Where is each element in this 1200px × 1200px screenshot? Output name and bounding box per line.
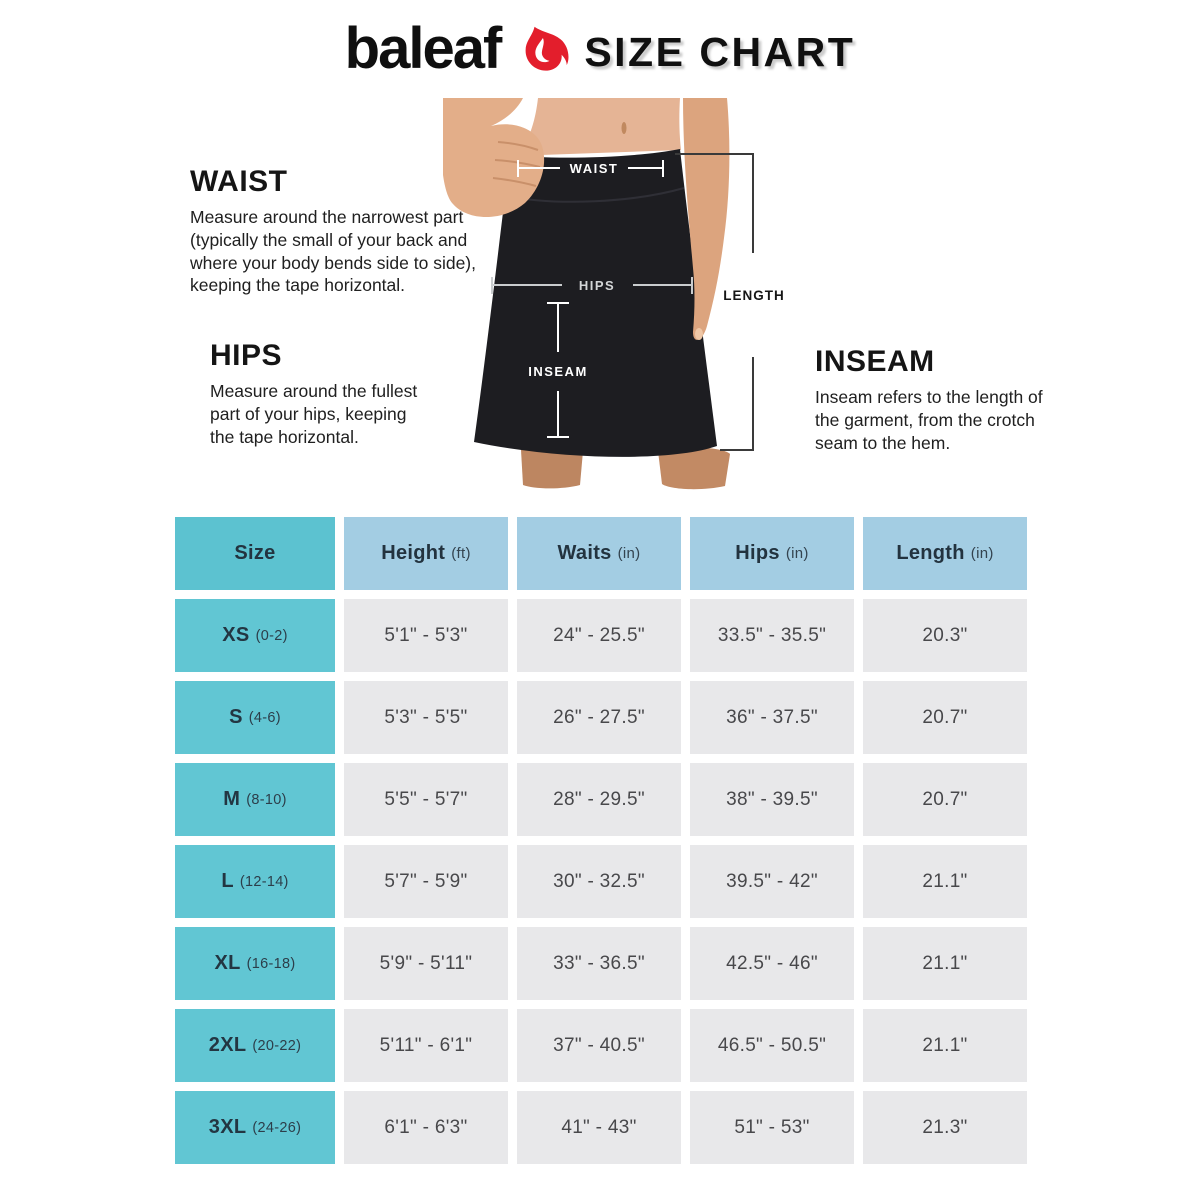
brand-wordmark: baleaf — [344, 16, 501, 81]
column-header-height: Height (ft) — [344, 517, 508, 590]
page-title: SIZE CHART — [584, 28, 856, 75]
value-cell: 46.5" - 50.5" — [690, 1009, 854, 1082]
value-cell: 41" - 43" — [517, 1091, 681, 1164]
size-badge: 2XL (20-22) — [175, 1009, 335, 1082]
size-badge: XS (0-2) — [175, 599, 335, 672]
inseam-note-body: Inseam refers to the length of the garment, from the crotch seam to the hem. — [815, 387, 1043, 453]
hips-measure-label: HIPS — [578, 278, 616, 293]
value-cell: 36" - 37.5" — [690, 681, 854, 754]
value-cell: 20.7" — [863, 763, 1027, 836]
size-badge: 3XL (24-26) — [175, 1091, 335, 1164]
size-badge: M (8-10) — [175, 763, 335, 836]
inseam-measure-label: INSEAM — [528, 364, 588, 379]
value-cell: 21.1" — [863, 927, 1027, 1000]
value-cell: 5'7" - 5'9" — [344, 845, 508, 918]
size-chart-table — [175, 517, 1027, 1164]
value-cell: 39.5" - 42" — [690, 845, 854, 918]
product-photo — [443, 98, 800, 500]
value-cell: 26" - 27.5" — [517, 681, 681, 754]
size-badge: XL (16-18) — [175, 927, 335, 1000]
column-header-waist: Waits (in) — [517, 517, 681, 590]
length-measure-label: LENGTH — [723, 288, 785, 303]
value-cell: 28" - 29.5" — [517, 763, 681, 836]
waist-measure-label: WAIST — [569, 161, 619, 176]
value-cell: 37" - 40.5" — [517, 1009, 681, 1082]
brand-header — [0, 16, 1200, 84]
column-header-length: Length (in) — [863, 517, 1027, 590]
hips-note-body: Measure around the fullest part of your hips, keeping the tape horizontal. — [210, 381, 418, 447]
waist-note-body: Measure around the narrowest part (typically the small of your back and where your body bends side to side), keeping the tape horizontal. — [190, 207, 476, 296]
value-cell: 5'1" - 5'3" — [344, 599, 508, 672]
value-cell: 38" - 39.5" — [690, 763, 854, 836]
hips-note — [210, 339, 435, 448]
value-cell: 6'1" - 6'3" — [344, 1091, 508, 1164]
value-cell: 20.3" — [863, 599, 1027, 672]
value-cell: 21.1" — [863, 845, 1027, 918]
value-cell: 5'11" - 6'1" — [344, 1009, 508, 1082]
value-cell: 20.7" — [863, 681, 1027, 754]
value-cell: 42.5" - 46" — [690, 927, 854, 1000]
value-cell: 51" - 53" — [690, 1091, 854, 1164]
value-cell: 21.3" — [863, 1091, 1027, 1164]
value-cell: 5'5" - 5'7" — [344, 763, 508, 836]
column-header-size: Size — [175, 517, 335, 590]
flame-leaf-icon — [514, 24, 570, 80]
size-badge: L (12-14) — [175, 845, 335, 918]
value-cell: 30" - 32.5" — [517, 845, 681, 918]
value-cell: 33" - 36.5" — [517, 927, 681, 1000]
value-cell: 33.5" - 35.5" — [690, 599, 854, 672]
value-cell: 5'3" - 5'5" — [344, 681, 508, 754]
value-cell: 21.1" — [863, 1009, 1027, 1082]
hips-note-title: HIPS — [210, 339, 283, 372]
inseam-note — [815, 345, 1050, 454]
waist-note-title: WAIST — [190, 165, 288, 198]
value-cell: 5'9" - 5'11" — [344, 927, 508, 1000]
inseam-note-title: INSEAM — [815, 345, 935, 378]
waist-note — [190, 165, 478, 297]
column-header-hips: Hips (in) — [690, 517, 854, 590]
size-badge: S (4-6) — [175, 681, 335, 754]
value-cell: 24" - 25.5" — [517, 599, 681, 672]
